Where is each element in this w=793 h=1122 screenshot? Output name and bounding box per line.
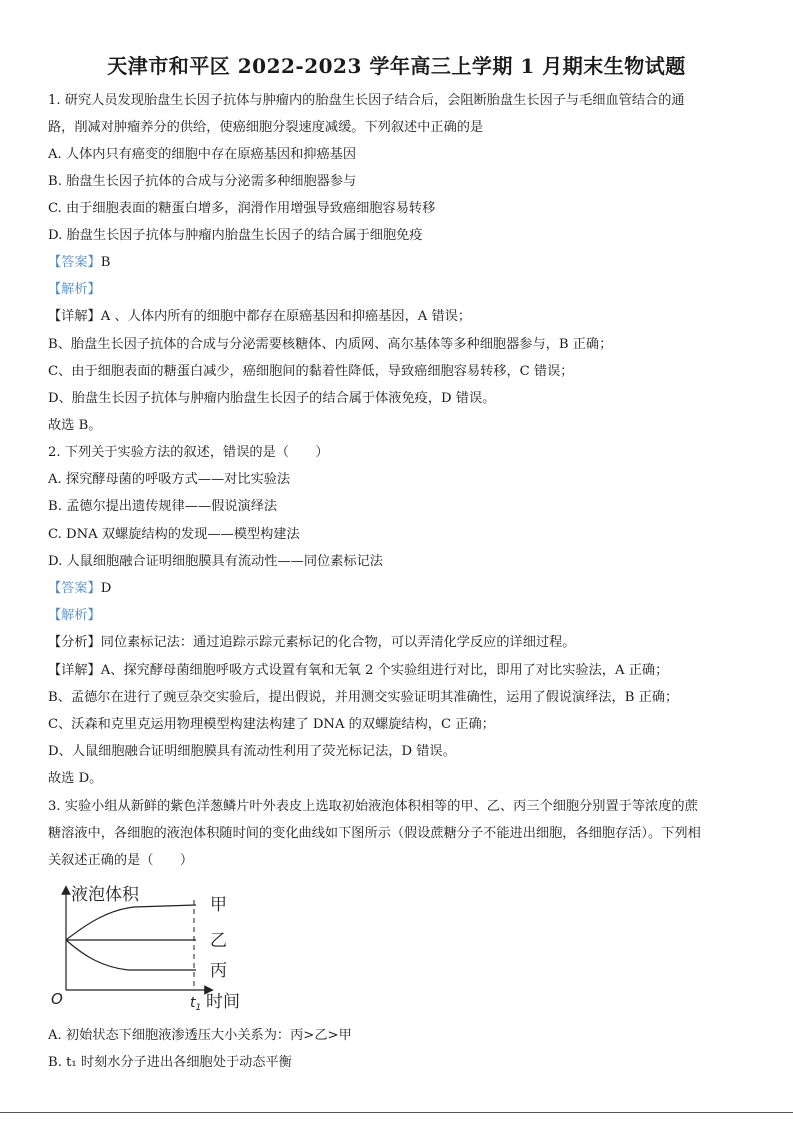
answer-tag: 【答案】 xyxy=(48,255,101,270)
q2-fenxi: 【分析】同位素标记法：通过追踪示踪元素标记的化合物，可以弄清化学反应的详细过程。 xyxy=(48,635,576,650)
q3-stem-line3: 关叙述正确的是（ ） xyxy=(48,853,194,868)
q2-answer xyxy=(48,580,748,598)
q3-option-b: B. t₁ 时刻水分子进出各细胞处于动态平衡 xyxy=(48,1055,292,1070)
q1-stem-line2: 路，削减对肿瘤养分的供给，使癌细胞分裂速度减缓。下列叙述中正确的是 xyxy=(48,120,484,135)
page-title: 天津市和平区 2022-2023 学年高三上学期 1 月期末生物试题 xyxy=(107,54,686,78)
q2-option-d: D. 人鼠细胞融合证明细胞膜具有流动性——同位素标记法 xyxy=(48,554,383,569)
answer-value: D xyxy=(100,581,112,596)
q1-analysis-tag: 【解析】 xyxy=(48,282,101,297)
q2-option-c: C. DNA 双螺旋结构的发现——模型构建法 xyxy=(48,527,300,542)
q1-choose: 故选 B。 xyxy=(48,418,102,433)
vacuole-volume-figure xyxy=(44,880,254,1012)
q1-detail-1: 【详解】A 、人体内所有的细胞中都存在原癌基因和抑癌基因，A 错误； xyxy=(48,309,472,324)
x-axis-label: 时间 xyxy=(206,992,240,1012)
q2-option-b: B. 孟德尔提出遗传规律——假说演绎法 xyxy=(48,499,278,514)
answer-value: B xyxy=(100,255,111,270)
answer-tag: 【答案】 xyxy=(48,581,101,596)
y-axis-label: 液泡体积 xyxy=(71,885,139,905)
q1-detail-3: C、由于细胞表面的糖蛋白减少，癌细胞间的黏着性降低，导致癌细胞容易转移，C 错误； xyxy=(48,364,574,379)
t1-label: $t_1$ xyxy=(190,995,202,1012)
q1-option-c: C. 由于细胞表面的糖蛋白增多，润滑作用增强导致癌细胞容易转移 xyxy=(48,201,436,216)
q3-stem-line1: 3. 实验小组从新鲜的紫色洋葱鳞片叶外表皮上选取初始液泡体积相等的甲、乙、丙三个细胞分别置于等浓度的蔗 xyxy=(48,799,698,814)
q1-detail-2: B、胎盘生长因子抗体的合成与分泌需要核糖体、内质网、高尔基体等多种细胞器参与，B 正确； xyxy=(48,337,613,352)
q2-detail-4: D、人鼠细胞融合证明细胞膜具有流动性利用了荧光标记法，D 错误。 xyxy=(48,744,456,759)
curve-jia xyxy=(66,905,196,940)
q2-analysis-tag: 【解析】 xyxy=(48,608,101,623)
page-bottom-rule xyxy=(0,1112,793,1113)
q1-detail-4: D、胎盘生长因子抗体与肿瘤内胎盘生长因子的结合属于体液免疫，D 错误。 xyxy=(48,391,496,406)
origin-label: O xyxy=(51,990,63,1008)
series-label-yi: 乙 xyxy=(210,931,227,951)
q1-option-d: D. 胎盘生长因子抗体与肿瘤内胎盘生长因子的结合属于细胞免疫 xyxy=(48,228,423,243)
q2-choose: 故选 D。 xyxy=(48,771,103,786)
series-label-jia: 甲 xyxy=(210,895,227,915)
q3-stem-line2: 糖溶液中，各细胞的液泡体积随时间的变化曲线如下图所示（假设蔗糖分子不能进出细胞，各细胞存活）。下列相 xyxy=(48,826,701,841)
q1-option-b: B. 胎盘生长因子抗体的合成与分泌需多种细胞器参与 xyxy=(48,174,357,189)
q2-stem: 2. 下列关于实验方法的叙述，错误的是（ ） xyxy=(48,445,329,460)
q1-option-a: A. 人体内只有癌变的细胞中存在原癌基因和抑癌基因 xyxy=(48,147,357,162)
q1-stem-line1: 1. 研究人员发现胎盘生长因子抗体与肿瘤内的胎盘生长因子结合后，会阻断胎盘生长因子与毛细血管结合的通 xyxy=(48,93,685,108)
q3-option-a: A. 初始状态下细胞液渗透压大小关系为：丙>乙>甲 xyxy=(48,1028,352,1043)
curve-bing xyxy=(66,940,196,970)
q2-detail-3: C、沃森和克里克运用物理模型构建法构建了 DNA 的双螺旋结构，C 正确； xyxy=(48,717,495,732)
q2-detail-2: B、孟德尔在进行了豌豆杂交实验后，提出假说，并用测交实验证明其准确性，运用了假说演绎法，B 正确； xyxy=(48,690,679,705)
series-label-bing: 丙 xyxy=(210,961,227,981)
q1-answer xyxy=(48,254,748,272)
q2-option-a: A. 探究酵母菌的呼吸方式——对比实验法 xyxy=(48,472,291,487)
q2-detail-1: 【详解】A、探究酵母菌细胞呼吸方式设置有氧和无氧 2 个实验组进行对比，即用了对比实验法，A 正确； xyxy=(48,663,669,678)
